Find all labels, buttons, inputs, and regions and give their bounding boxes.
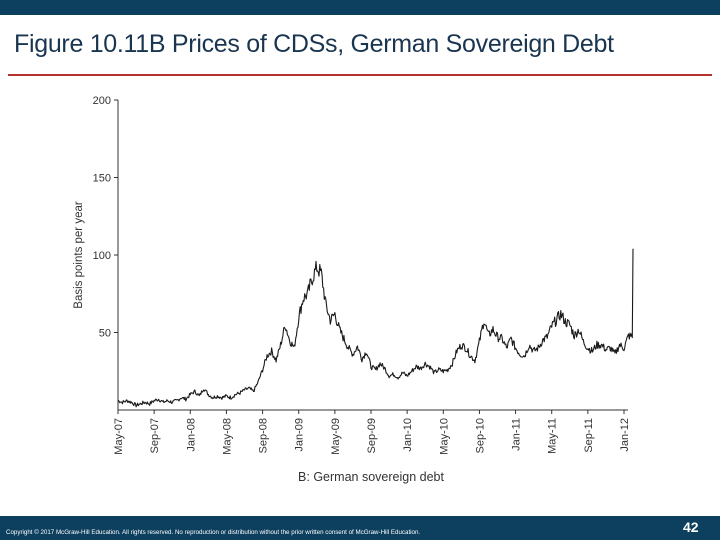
y-axis-label: Basis points per year xyxy=(73,201,85,309)
y-tick-label: 200 xyxy=(92,95,111,107)
x-tick-label: May-11 xyxy=(546,418,559,454)
series-line xyxy=(118,249,633,407)
x-tick-label: May-07 xyxy=(113,418,125,455)
x-tick-label: Jan-12 xyxy=(619,418,631,452)
x-tick-label: May-09 xyxy=(329,418,342,455)
x-tick-label: Jan-09 xyxy=(293,418,306,452)
bottom-bar xyxy=(0,516,720,540)
y-tick-label: 100 xyxy=(92,250,111,262)
x-tick-label: Sep-10 xyxy=(474,418,487,454)
x-tick-label: Jan-08 xyxy=(185,418,198,452)
page-title: Figure 10.11B Prices of CDSs, German Sovereign Debt xyxy=(14,30,614,58)
x-tick-label: May-10 xyxy=(438,418,451,455)
y-tick-label: 50 xyxy=(98,327,111,340)
x-tick-label: May-08 xyxy=(221,418,234,455)
x-tick-label: Jan-11 xyxy=(510,418,523,451)
x-tick-label: Sep-11 xyxy=(582,418,595,453)
page-number: 42 xyxy=(683,519,699,535)
x-tick-label: Sep-09 xyxy=(366,418,378,454)
x-tick-label: Sep-07 xyxy=(149,418,162,454)
x-tick-label: Jan-10 xyxy=(402,418,415,452)
x-axis-label: B: German sovereign debt xyxy=(298,470,444,484)
x-tick-label: Sep-08 xyxy=(257,418,270,454)
copyright-notice: Copyright © 2017 McGraw-Hill Education. All rights reserved. No reproduction or distribution without the prior written consent of McGraw-Hill Education. xyxy=(6,529,421,536)
y-tick-label: 150 xyxy=(92,172,111,185)
